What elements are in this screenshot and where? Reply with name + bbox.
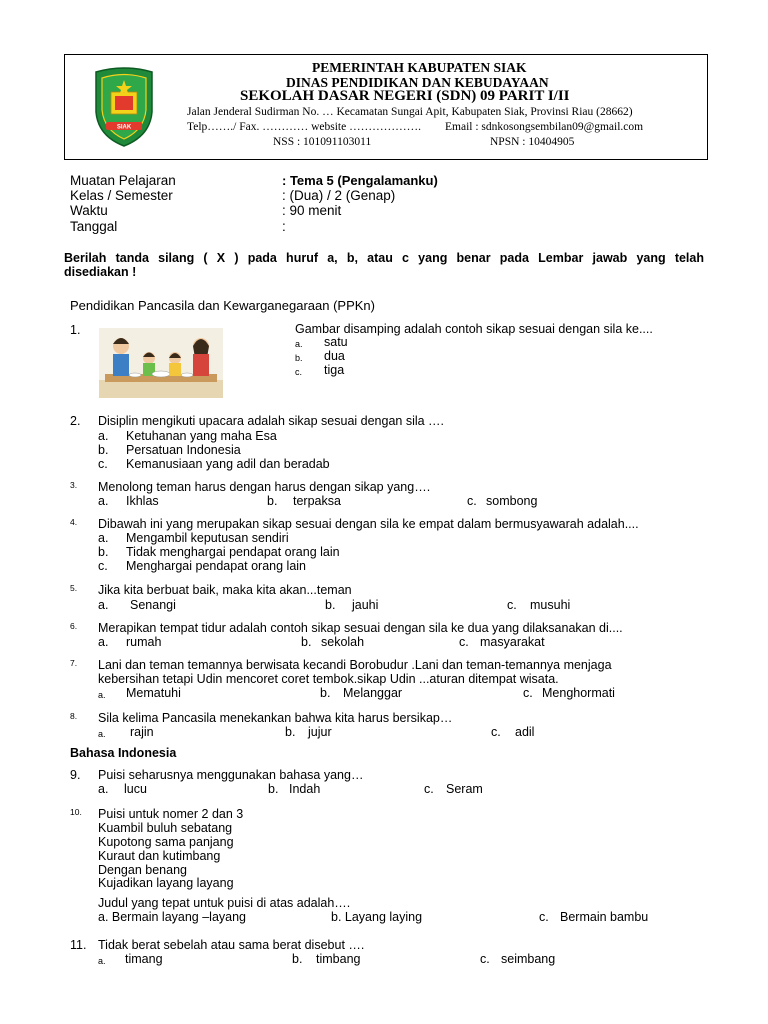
q6-option-c[interactable]: masyarakat: [480, 635, 545, 649]
q7-text-line2: kebersihan tetapi Udin mencoret coret tembok.sikap Udin ...aturan ditempat wisata.: [98, 672, 559, 686]
q5-option-a[interactable]: Senangi: [130, 598, 176, 612]
q9-option-c-label: c.: [424, 782, 434, 796]
q2-option-a-label: a.: [98, 429, 109, 443]
q7-option-b[interactable]: Melanggar: [343, 686, 403, 700]
q10-option-c-label: c.: [539, 910, 549, 924]
q7-option-a-label: a.: [98, 690, 106, 700]
q6-option-b[interactable]: sekolah: [321, 635, 365, 649]
q7-option-c[interactable]: Menghormati: [542, 686, 615, 700]
meta-label-time: Waktu: [70, 203, 108, 218]
q7-number: 7.: [70, 658, 78, 668]
meta-label-class: Kelas / Semester: [70, 188, 173, 203]
section-title-ppkn: Pendidikan Pancasila dan Kewarganegaraan (PPKn): [70, 298, 375, 313]
q11-option-c-label: c.: [480, 952, 490, 966]
q8-option-b-label: b.: [285, 725, 296, 739]
q8-option-a-label: a.: [98, 729, 106, 739]
q3-option-a-label: a.: [98, 494, 109, 508]
logo-text: SIAK: [116, 124, 132, 131]
q4-option-a-label: a.: [98, 531, 109, 545]
q3-number: 3.: [70, 480, 78, 490]
q6-option-b-label: b.: [301, 635, 312, 649]
q6-option-c-label: c.: [459, 635, 469, 649]
q1-text: Gambar disamping adalah contoh sikap sesuai dengan sila ke....: [295, 322, 653, 336]
q10-option-a[interactable]: a. Bermain layang –layang: [98, 910, 247, 924]
poem-line: Kupotong sama panjang: [98, 835, 234, 849]
school-name: SEKOLAH DASAR NEGERI (SDN) 09 PARIT I/II: [240, 88, 570, 104]
regency-logo-icon: [92, 66, 156, 148]
q5-option-b-label: b.: [325, 598, 336, 612]
meta-label-date: Tanggal: [70, 219, 118, 234]
q8-number: 8.: [70, 711, 78, 721]
q3-option-a[interactable]: Ikhlas: [126, 494, 159, 508]
q7-option-a[interactable]: Mematuhi: [126, 686, 181, 700]
q10-number: 10.: [70, 807, 82, 817]
q10-option-c[interactable]: Bermain bambu: [560, 910, 649, 924]
meta-value-class: : (Dua) / 2 (Genap): [282, 188, 396, 203]
meta-value-time: : 90 menit: [282, 203, 342, 218]
contact-info: Telp……./ Fax. ………… website ……………….: [187, 121, 421, 133]
q3-option-c[interactable]: sombong: [486, 494, 538, 508]
q5-option-c[interactable]: musuhi: [530, 598, 571, 612]
q3-text: Menolong teman harus dengan harus dengan sikap yang….: [98, 480, 431, 494]
q5-option-b[interactable]: jauhi: [352, 598, 379, 612]
poem-line: Kuambil buluh sebatang: [98, 821, 233, 835]
q7-option-b-label: b.: [320, 686, 331, 700]
family-meal-illustration: [99, 328, 223, 398]
q9-option-a-label: a.: [98, 782, 109, 796]
q9-text: Puisi seharusnya menggunakan bahasa yang…: [98, 768, 364, 782]
q7-option-c-label: c.: [523, 686, 533, 700]
meta-value-date: :: [282, 219, 286, 234]
q5-text: Jika kita berbuat baik, maka kita akan...teman: [98, 583, 352, 597]
q9-number: 9.: [70, 768, 81, 782]
q5-number: 5.: [70, 583, 78, 593]
q6-option-a[interactable]: rumah: [126, 635, 162, 649]
q4-number: 4.: [70, 517, 78, 527]
q11-option-b[interactable]: timbang: [316, 952, 361, 966]
q2-text: Disiplin mengikuti upacara adalah sikap sesuai dengan sila ….: [98, 414, 445, 428]
q6-option-a-label: a.: [98, 635, 109, 649]
poem-line: Dengan benang: [98, 863, 187, 877]
meta-label-subject: Muatan Pelajaran: [70, 173, 176, 188]
q4-option-b[interactable]: Tidak menghargai pendapat orang lain: [126, 545, 340, 559]
q1-option-a[interactable]: satu: [324, 335, 348, 349]
q10-option-b[interactable]: b. Layang laying: [331, 910, 423, 924]
q2-option-b[interactable]: Persatuan Indonesia: [126, 443, 241, 457]
meta-value-subject: : Tema 5 (Pengalamanku): [282, 173, 438, 188]
poem-line: Kujadikan layang layang: [98, 876, 234, 890]
q7-text-line1: Lani dan teman temannya berwisata kecandi Borobudur .Lani dan teman-temannya menjaga: [98, 658, 612, 672]
q2-option-c-label: c.: [98, 457, 108, 471]
npsn-number: NPSN : 10404905: [490, 136, 575, 148]
school-address: Jalan Jenderal Sudirman No. … Kecamatan Sungai Apit, Kabupaten Siak, Provinsi Riau (28662): [187, 106, 633, 118]
q1-option-b-label: b.: [295, 353, 303, 363]
q1-option-a-label: a.: [295, 339, 303, 349]
q9-option-a[interactable]: lucu: [124, 782, 147, 796]
nss-number: NSS : 101091103011: [273, 136, 372, 148]
q2-option-a[interactable]: Ketuhanan yang maha Esa: [126, 429, 277, 443]
q8-option-b[interactable]: jujur: [308, 725, 332, 739]
q9-option-b-label: b.: [268, 782, 279, 796]
q4-option-c-label: c.: [98, 559, 108, 573]
q8-option-a[interactable]: rajin: [130, 725, 154, 739]
q10-text: Judul yang tepat untuk puisi di atas adalah….: [98, 896, 351, 910]
q2-option-c[interactable]: Kemanusiaan yang adil dan beradab: [126, 457, 330, 471]
q2-option-b-label: b.: [98, 443, 109, 457]
q8-text: Sila kelima Pancasila menekankan bahwa kita harus bersikap…: [98, 711, 453, 725]
email-address: Email : sdnkosongsembilan09@gmail.com: [445, 121, 644, 133]
q9-option-c[interactable]: Seram: [446, 782, 483, 796]
q1-option-c-label: c.: [295, 367, 303, 377]
q6-text: Merapikan tempat tidur adalah contoh sikap sesuai dengan sila ke dua yang dilaksanakan di....: [98, 621, 623, 635]
q4-option-a[interactable]: Mengambil keputusan sendiri: [126, 531, 289, 545]
header-line2: DINAS PENDIDIKAN DAN KEBUDAYAAN: [286, 75, 549, 90]
q6-number: 6.: [70, 621, 78, 631]
q5-option-a-label: a.: [98, 598, 109, 612]
q11-option-b-label: b.: [292, 952, 303, 966]
instruction-line2: disediakan !: [64, 265, 137, 279]
q8-option-c-label: c.: [491, 725, 501, 739]
poem-line: Kuraut dan kutimbang: [98, 849, 221, 863]
header-line1: PEMERINTAH KABUPATEN SIAK: [312, 60, 527, 75]
q1-number: 1.: [70, 323, 81, 337]
q11-option-a-label: a.: [98, 956, 106, 966]
q11-option-c[interactable]: seimbang: [501, 952, 556, 966]
q8-option-c[interactable]: adil: [515, 725, 535, 739]
q9-option-b[interactable]: Indah: [289, 782, 321, 796]
q11-number: 11.: [70, 938, 87, 952]
q1-option-c[interactable]: tiga: [324, 363, 345, 377]
q3-option-b-label: b.: [267, 494, 278, 508]
q3-option-c-label: c.: [467, 494, 477, 508]
q4-option-c[interactable]: Menghargai pendapat orang lain: [126, 559, 306, 573]
q4-option-b-label: b.: [98, 545, 109, 559]
instruction-line1: Berilah tanda silang ( X ) pada huruf a, b, atau c yang benar pada Lembar jawab yang telah: [64, 251, 704, 265]
q4-text: Dibawah ini yang merupakan sikap sesuai dengan sila ke empat dalam bermusyawarah adalah....: [98, 517, 639, 531]
q3-option-b[interactable]: terpaksa: [293, 494, 341, 508]
q1-option-b[interactable]: dua: [324, 349, 345, 363]
q10-intro: Puisi untuk nomer 2 dan 3: [98, 807, 244, 821]
q11-option-a[interactable]: timang: [125, 952, 163, 966]
section-title-bahasa: Bahasa Indonesia: [70, 746, 177, 760]
q2-number: 2.: [70, 414, 81, 428]
q11-text: Tidak berat sebelah atau sama berat disebut ….: [98, 938, 365, 952]
q5-option-c-label: c.: [507, 598, 517, 612]
